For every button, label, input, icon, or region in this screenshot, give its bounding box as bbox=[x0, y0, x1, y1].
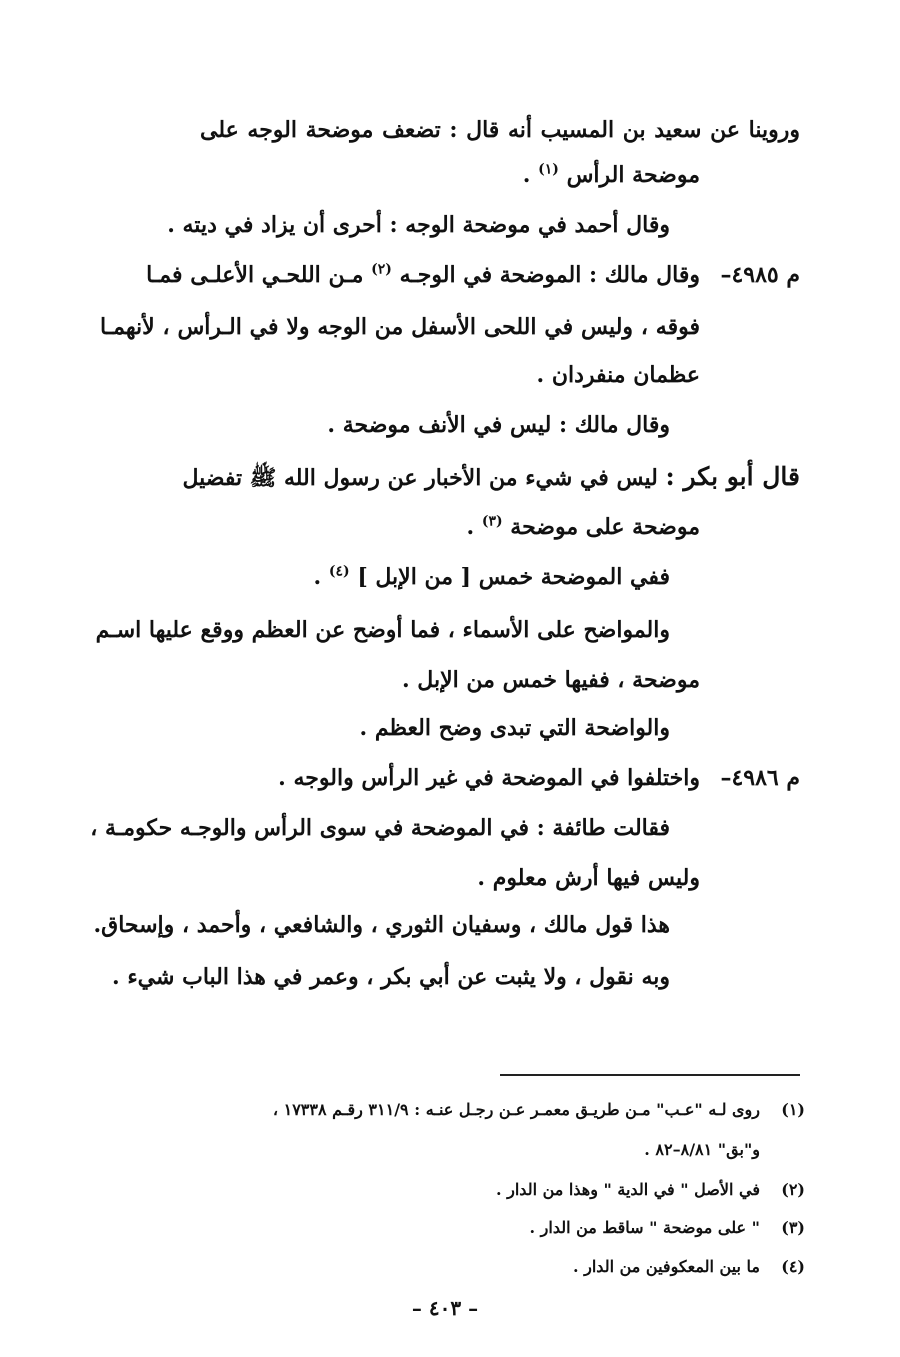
text-line-18: وبه نقول ، ولا يثبت عن أبي بكر ، وعمر في هذا الباب شيء . bbox=[112, 964, 670, 990]
footnote-4-number: (٤) bbox=[781, 1257, 805, 1276]
text-line-11: والمواضح على الأسماء ، فما أوضح عن العظم ووقع عليها اسـم bbox=[95, 617, 670, 643]
footnote-1-continuation: و"بق" ٨/٨١–٨٢ . bbox=[644, 1140, 760, 1159]
text-line-10-end: . bbox=[313, 564, 322, 590]
text-line-3: وقال أحمد في موضحة الوجه : أحرى أن يزاد في ديته . bbox=[167, 212, 670, 238]
text-line-10 bbox=[314, 562, 670, 592]
text-line-17: هذا قول مالك ، وسفيان الثوري ، والشافعي ، وأحمد ، وإسحاق. bbox=[93, 912, 670, 938]
footnote-ref-2: (٢) bbox=[371, 261, 392, 278]
footnote-3-text: " على موضحة " ساقط من الدار . bbox=[529, 1218, 760, 1237]
text-line-9-body: موضحة على موضحة bbox=[510, 514, 700, 540]
page-number: – ٤٠٣ – bbox=[411, 1296, 479, 1320]
text-line-2 bbox=[523, 160, 700, 190]
text-line-4 bbox=[146, 260, 700, 290]
text-line-1: وروينا عن سعيد بن المسيب أنه قال : تضعف موضحة الوجه على bbox=[200, 117, 800, 143]
footnote-separator bbox=[500, 1074, 800, 1076]
footnote-3-number: (٣) bbox=[781, 1218, 805, 1237]
text-line-4-b: مـن اللحـي الأعلـى فمـا bbox=[146, 262, 364, 288]
text-line-15: فقالت طائفة : في الموضحة في سوى الرأس والوجـه حكومـة ، bbox=[90, 815, 670, 841]
paragraph-number-4986: م ٤٩٨٦– bbox=[720, 765, 800, 791]
footnote-ref-4: (٤) bbox=[328, 563, 350, 580]
text-line-16: وليس فيها أرش معلوم . bbox=[477, 865, 700, 891]
footnote-1-text: روى لـه "عـب" مـن طريـق معمـر عـن رجـل عنـه : ٣١١/٩ رقـم ١٧٣٣٨ ، bbox=[272, 1100, 760, 1119]
footnote-ref-1: (١) bbox=[538, 161, 559, 178]
footnote-4-text: ما بين المعكوفين من الدار . bbox=[572, 1257, 760, 1276]
text-line-2-body: موضحة الرأس bbox=[566, 162, 700, 188]
text-line-13: والواضحة التي تبدى وضح العظم . bbox=[359, 715, 670, 741]
text-line-10-body: ففي الموضحة خمس [ من الإبل ] bbox=[357, 564, 670, 590]
footnote-2-text: في الأصل " في الدية " وهذا من الدار . bbox=[495, 1180, 760, 1199]
text-line-6: عظمان منفردان . bbox=[536, 362, 700, 388]
text-line-7: وقال مالك : ليس في الأنف موضحة . bbox=[327, 412, 670, 438]
footnote-1-number: (١) bbox=[781, 1100, 805, 1119]
paragraph-number-4985: م ٤٩٨٥– bbox=[720, 262, 800, 288]
footnote-ref-3: (٣) bbox=[481, 513, 503, 530]
text-line-12: موضحة ، ففيها خمس من الإبل . bbox=[401, 667, 700, 693]
text-line-5: فوقه ، وليس في اللحى الأسفل من الوجه ولا في الـرأس ، لأنهمـا bbox=[100, 314, 700, 340]
text-line-14: واختلفوا في الموضحة في غير الرأس والوجه . bbox=[278, 765, 700, 791]
text-line-4-a: وقال مالك : الموضحة في الوجـه bbox=[399, 262, 700, 288]
text-line-9-end: . bbox=[466, 514, 475, 540]
text-line-2-end: . bbox=[522, 162, 531, 188]
footnote-2-number: (٢) bbox=[781, 1180, 805, 1199]
text-line-9 bbox=[466, 512, 700, 542]
text-line-8 bbox=[182, 462, 800, 493]
text-line-8-rest: ليس في شيء من الأخبار عن رسول الله ﷺ تفضيل bbox=[182, 465, 658, 491]
heading-abu-bakr: قال أبو بكر : bbox=[665, 462, 800, 491]
